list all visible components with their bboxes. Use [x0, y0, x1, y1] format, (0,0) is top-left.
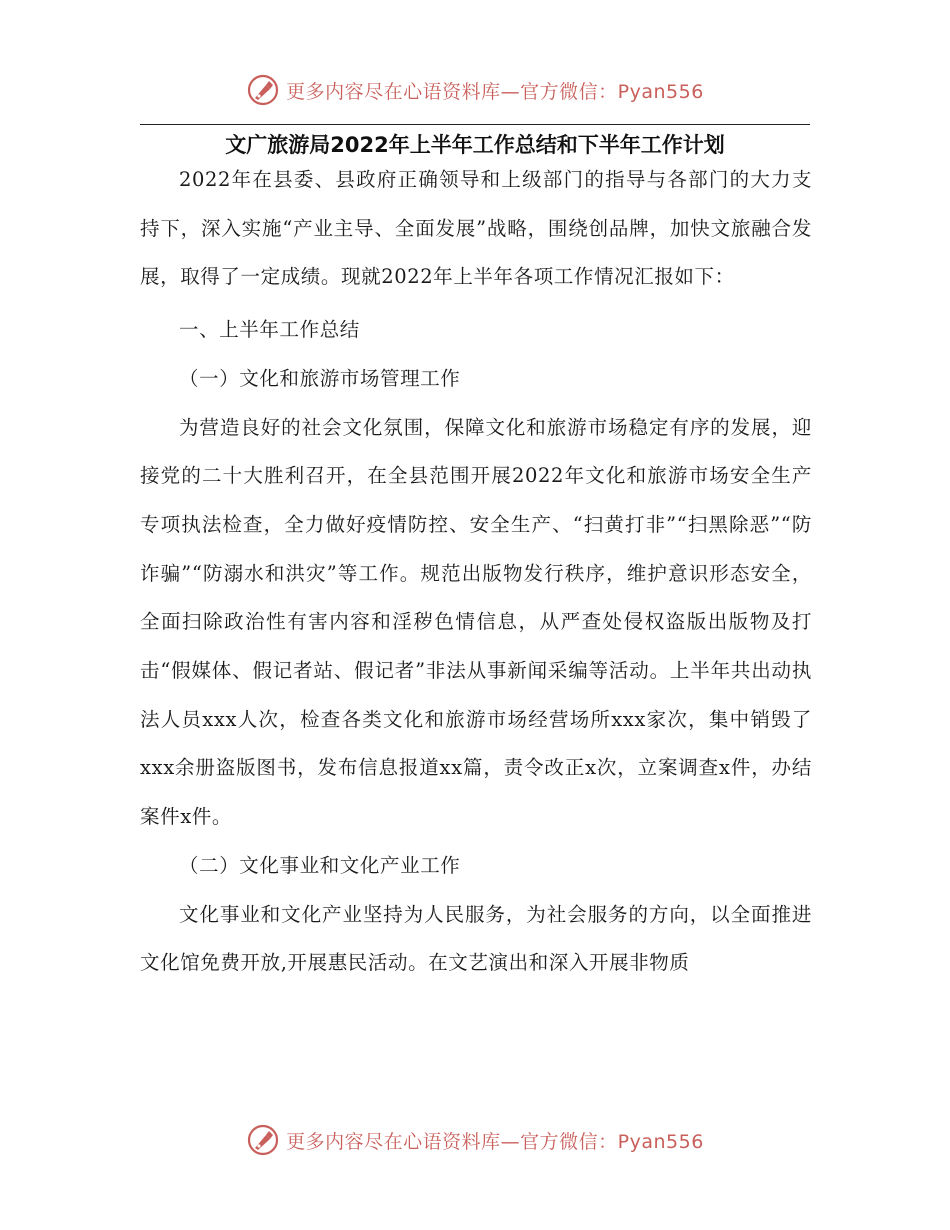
paragraph-intro: 2022年在县委、县政府正确领导和上级部门的指导与各部门的大力支持下，深入实施“产业主导、全面发展”战略，围绕创品牌，加快文旅融合发展，取得了一定成绩。现就2022年上半年各项工作情况汇报如下：: [140, 168, 812, 289]
paragraph-culture-industry: 文化事业和文化产业坚持为人民服务，为社会服务的方向，以全面推进文化馆免费开放,开展惠民活动。在文艺演出和深入开展非物质: [140, 902, 812, 975]
subsection-heading-1: （一）文化和旅游市场管理工作: [179, 366, 461, 390]
pen-nib-logo-icon: [246, 1123, 280, 1157]
header-rule: [140, 124, 810, 125]
document-title: 文广旅游局2022年上半年工作总结和下半年工作计划: [225, 133, 725, 157]
watermark-banner-top: [0, 70, 950, 110]
pen-nib-logo-icon: [246, 73, 280, 107]
watermark-text: 更多内容尽在心语资料库—官方微信：Pyan556: [286, 1130, 704, 1153]
section-heading: 一、上半年工作总结: [179, 318, 360, 342]
paragraph-market-management: 为营造良好的社会文化氛围，保障文化和旅游市场稳定有序的发展，迎接党的二十大胜利召开，在全县范围开展2022年文化和旅游市场安全生产专项执法检查，全力做好疫情防控、安全生产、“扫黄打非”“扫黑除恶”“防诈骗”“防溺水和洪灾”等工作。规范出版物发行秩序，维护意识形态安全，全面扫除政治性有害内容和淫秽色情信息，从严查处侵权盗版出版物及打击“假媒体、假记者站、假记者”非法从事新闻采编等活动。上半年共出动执法人员xxx人次，检查各类文化和旅游市场经营场所xxx家次，集中销毁了xxx余册盗版图书，发布信息报道xx篇，责令改正x次，立案调查x件，办结案件x件。: [140, 415, 812, 829]
watermark-banner-bottom: [0, 1120, 950, 1160]
watermark-text: 更多内容尽在心语资料库—官方微信：Pyan556: [286, 80, 704, 103]
document-body: [140, 150, 812, 988]
subsection-heading-2: （二）文化事业和文化产业工作: [179, 853, 461, 877]
